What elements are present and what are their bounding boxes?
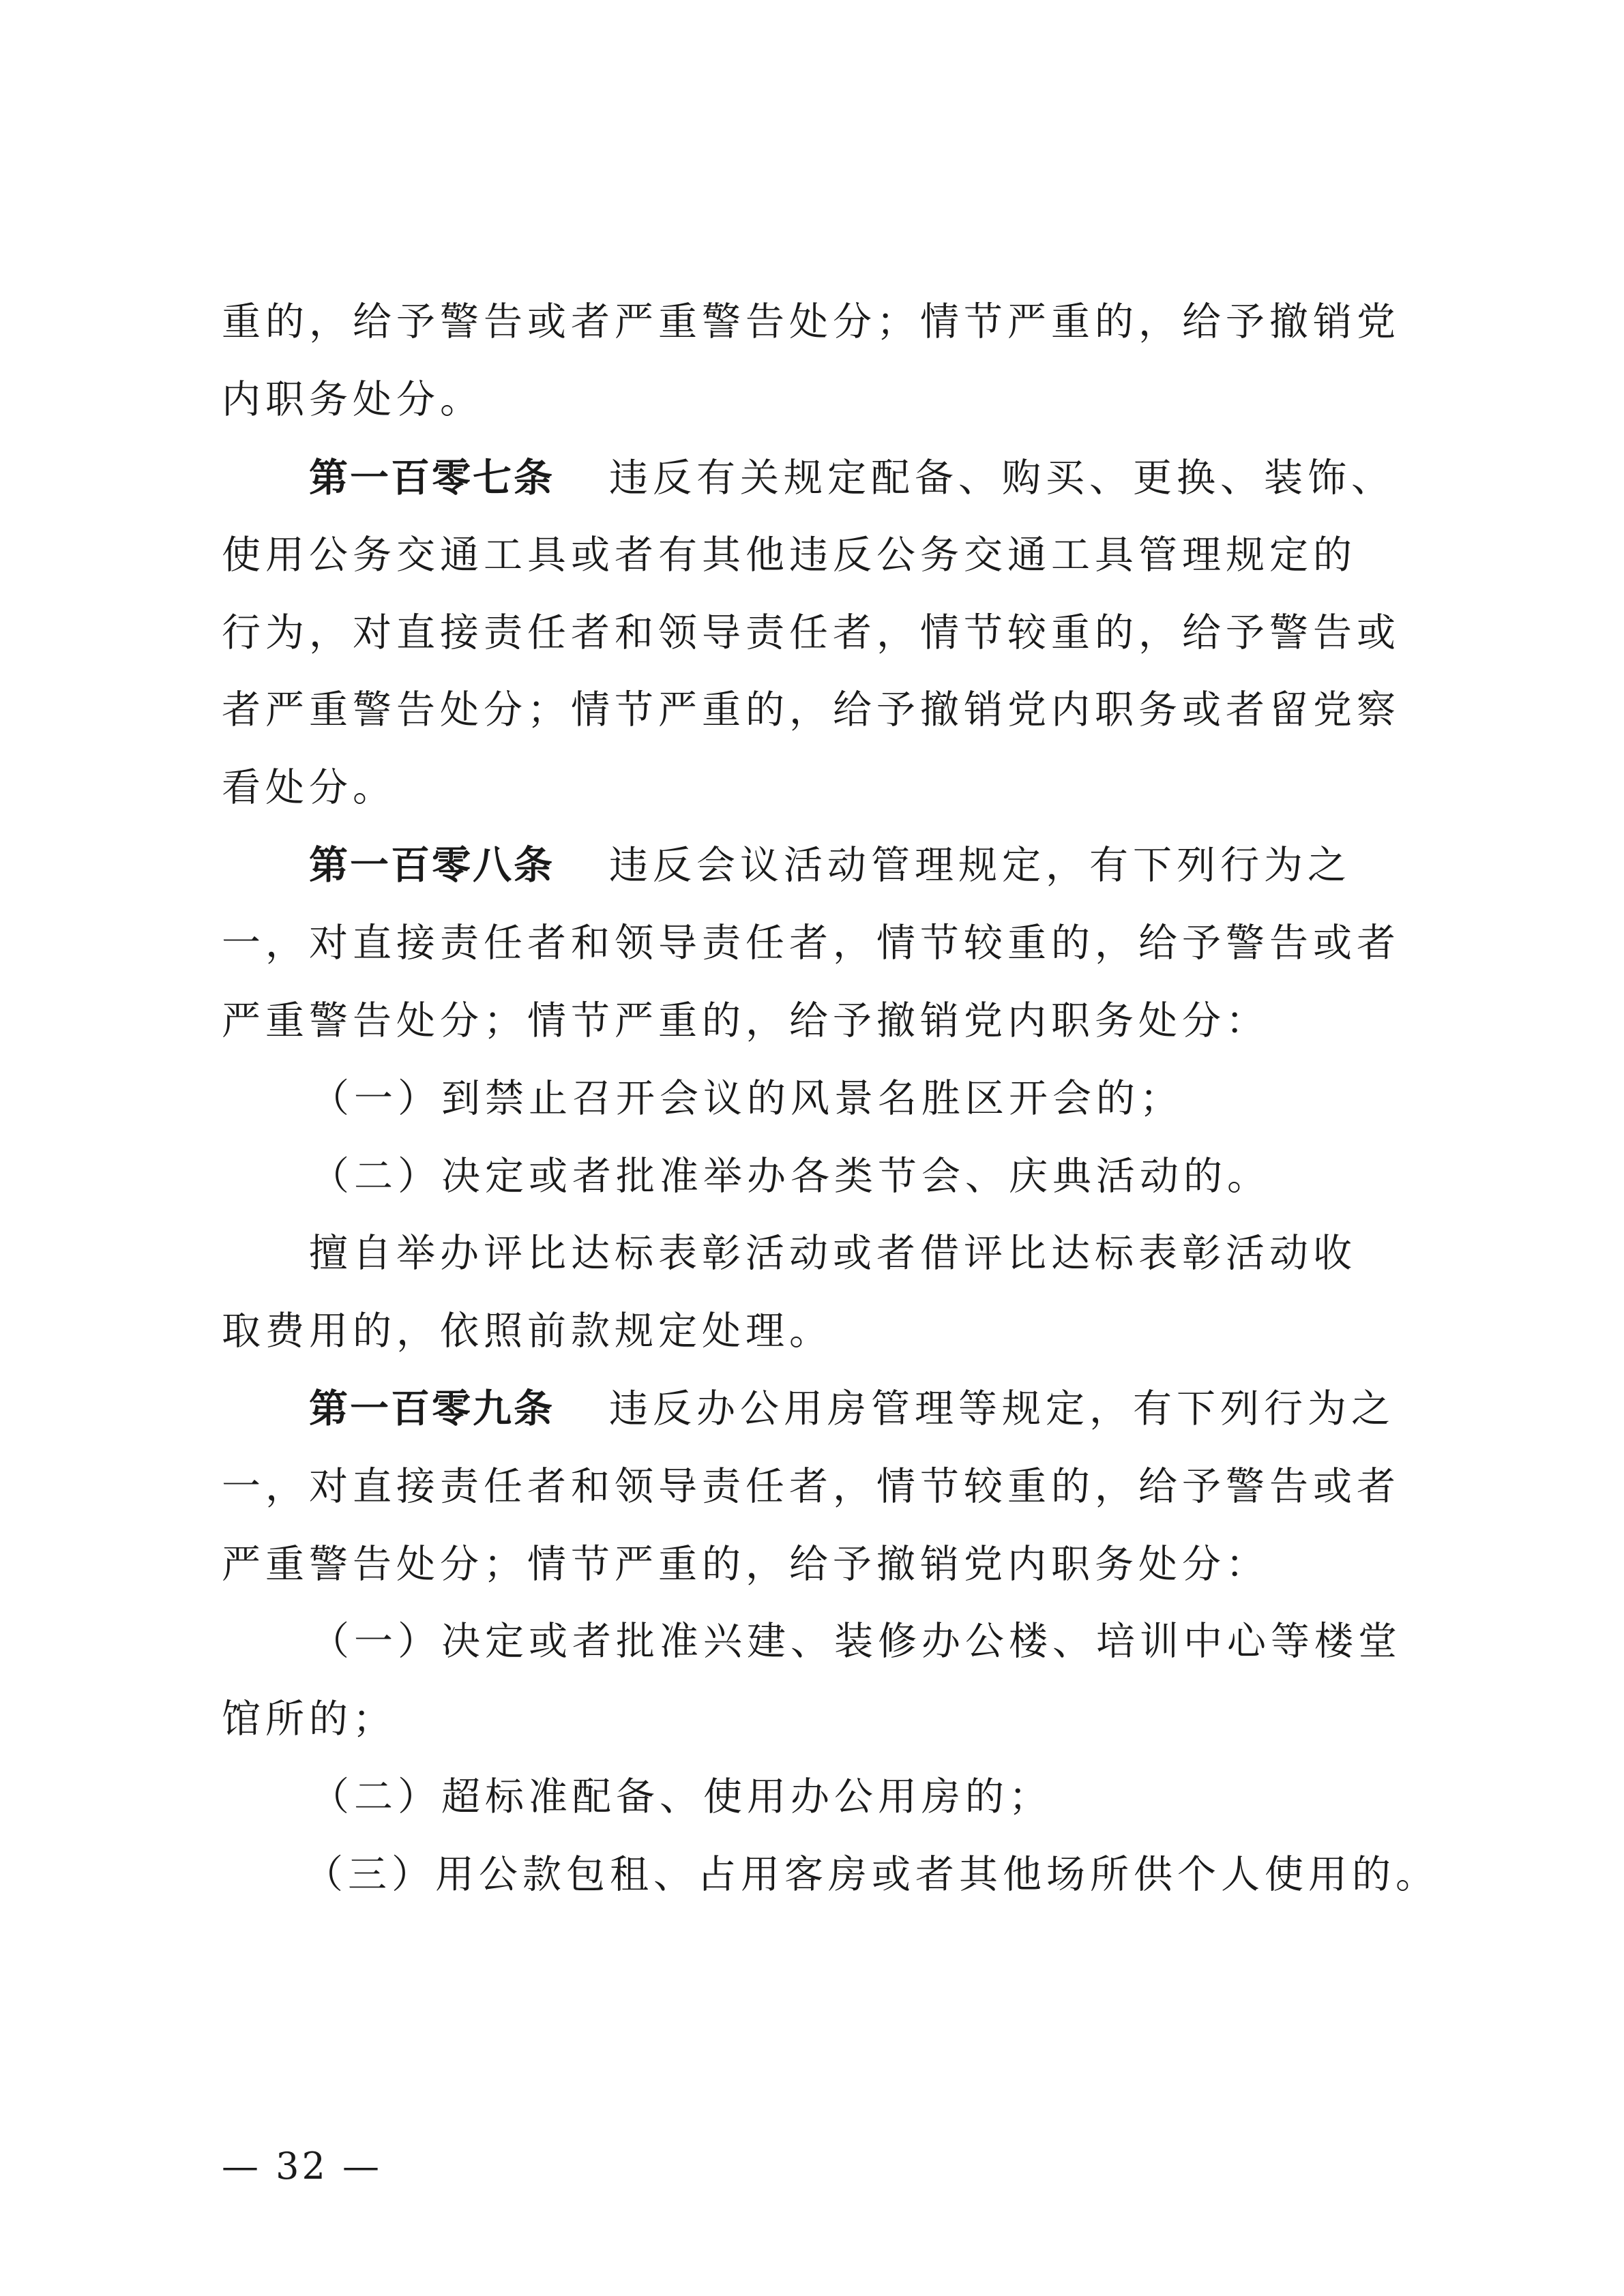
text-line: 一，对直接责任者和领导责任者，情节较重的，给予警告或者	[222, 1464, 1400, 1509]
text-line: 行为，对直接责任者和领导责任者，情节较重的，给予警告或	[222, 610, 1400, 655]
text-line: 馆所的；	[222, 1697, 396, 1742]
text-line: 重的，给予警告或者严重警告处分；情节严重的，给予撤销党	[222, 299, 1400, 344]
text-line: 者严重警告处分；情节严重的，给予撤销党内职务或者留党察	[222, 687, 1400, 732]
text-line: 违反办公用房管理等规定，有下列行为之	[609, 1386, 1395, 1431]
list-item: （三）用公款包租、占用客房或者其他场所供个人使用的。	[304, 1852, 1439, 1897]
text-line: 违反有关规定配备、购买、更换、装饰、	[609, 456, 1395, 501]
list-item: （一）决定或者批准兴建、装修办公楼、培训中心等楼堂	[310, 1619, 1402, 1664]
article-109-paragraph-start	[0, 1382, 1624, 1436]
text-line: 使用公务交通工具或者有其他违反公务交通工具管理规定的	[222, 533, 1357, 578]
article-heading-108: 第一百零八条	[309, 843, 555, 888]
text-line: 看处分。	[222, 765, 396, 810]
text-line: 严重警告处分；情节严重的，给予撤销党内职务处分：	[222, 998, 1269, 1043]
page-number: — 32 —	[222, 2145, 383, 2188]
list-item: （二）决定或者批准举办各类节会、庆典活动的。	[310, 1154, 1271, 1199]
article-heading-109: 第一百零九条	[309, 1386, 555, 1431]
article-108-paragraph-start	[0, 838, 1624, 893]
article-107-paragraph-start	[0, 451, 1624, 505]
article-heading-107: 第一百零七条	[309, 456, 555, 501]
text-line: 取费用的，依照前款规定处理。	[222, 1309, 833, 1354]
text-line: 擅自举办评比达标表彰活动或者借评比达标表彰活动收	[309, 1231, 1357, 1276]
text-line: 内职务处分。	[222, 377, 484, 422]
text-line: 违反会议活动管理规定，有下列行为之	[609, 843, 1351, 888]
text-line: 严重警告处分；情节严重的，给予撤销党内职务处分：	[222, 1542, 1269, 1587]
list-item: （一）到禁止召开会议的风景名胜区开会的；	[310, 1076, 1183, 1121]
list-item: （二）超标准配备、使用办公用房的；	[310, 1774, 1052, 1819]
text-line: 一，对直接责任者和领导责任者，情节较重的，给予警告或者	[222, 921, 1400, 966]
